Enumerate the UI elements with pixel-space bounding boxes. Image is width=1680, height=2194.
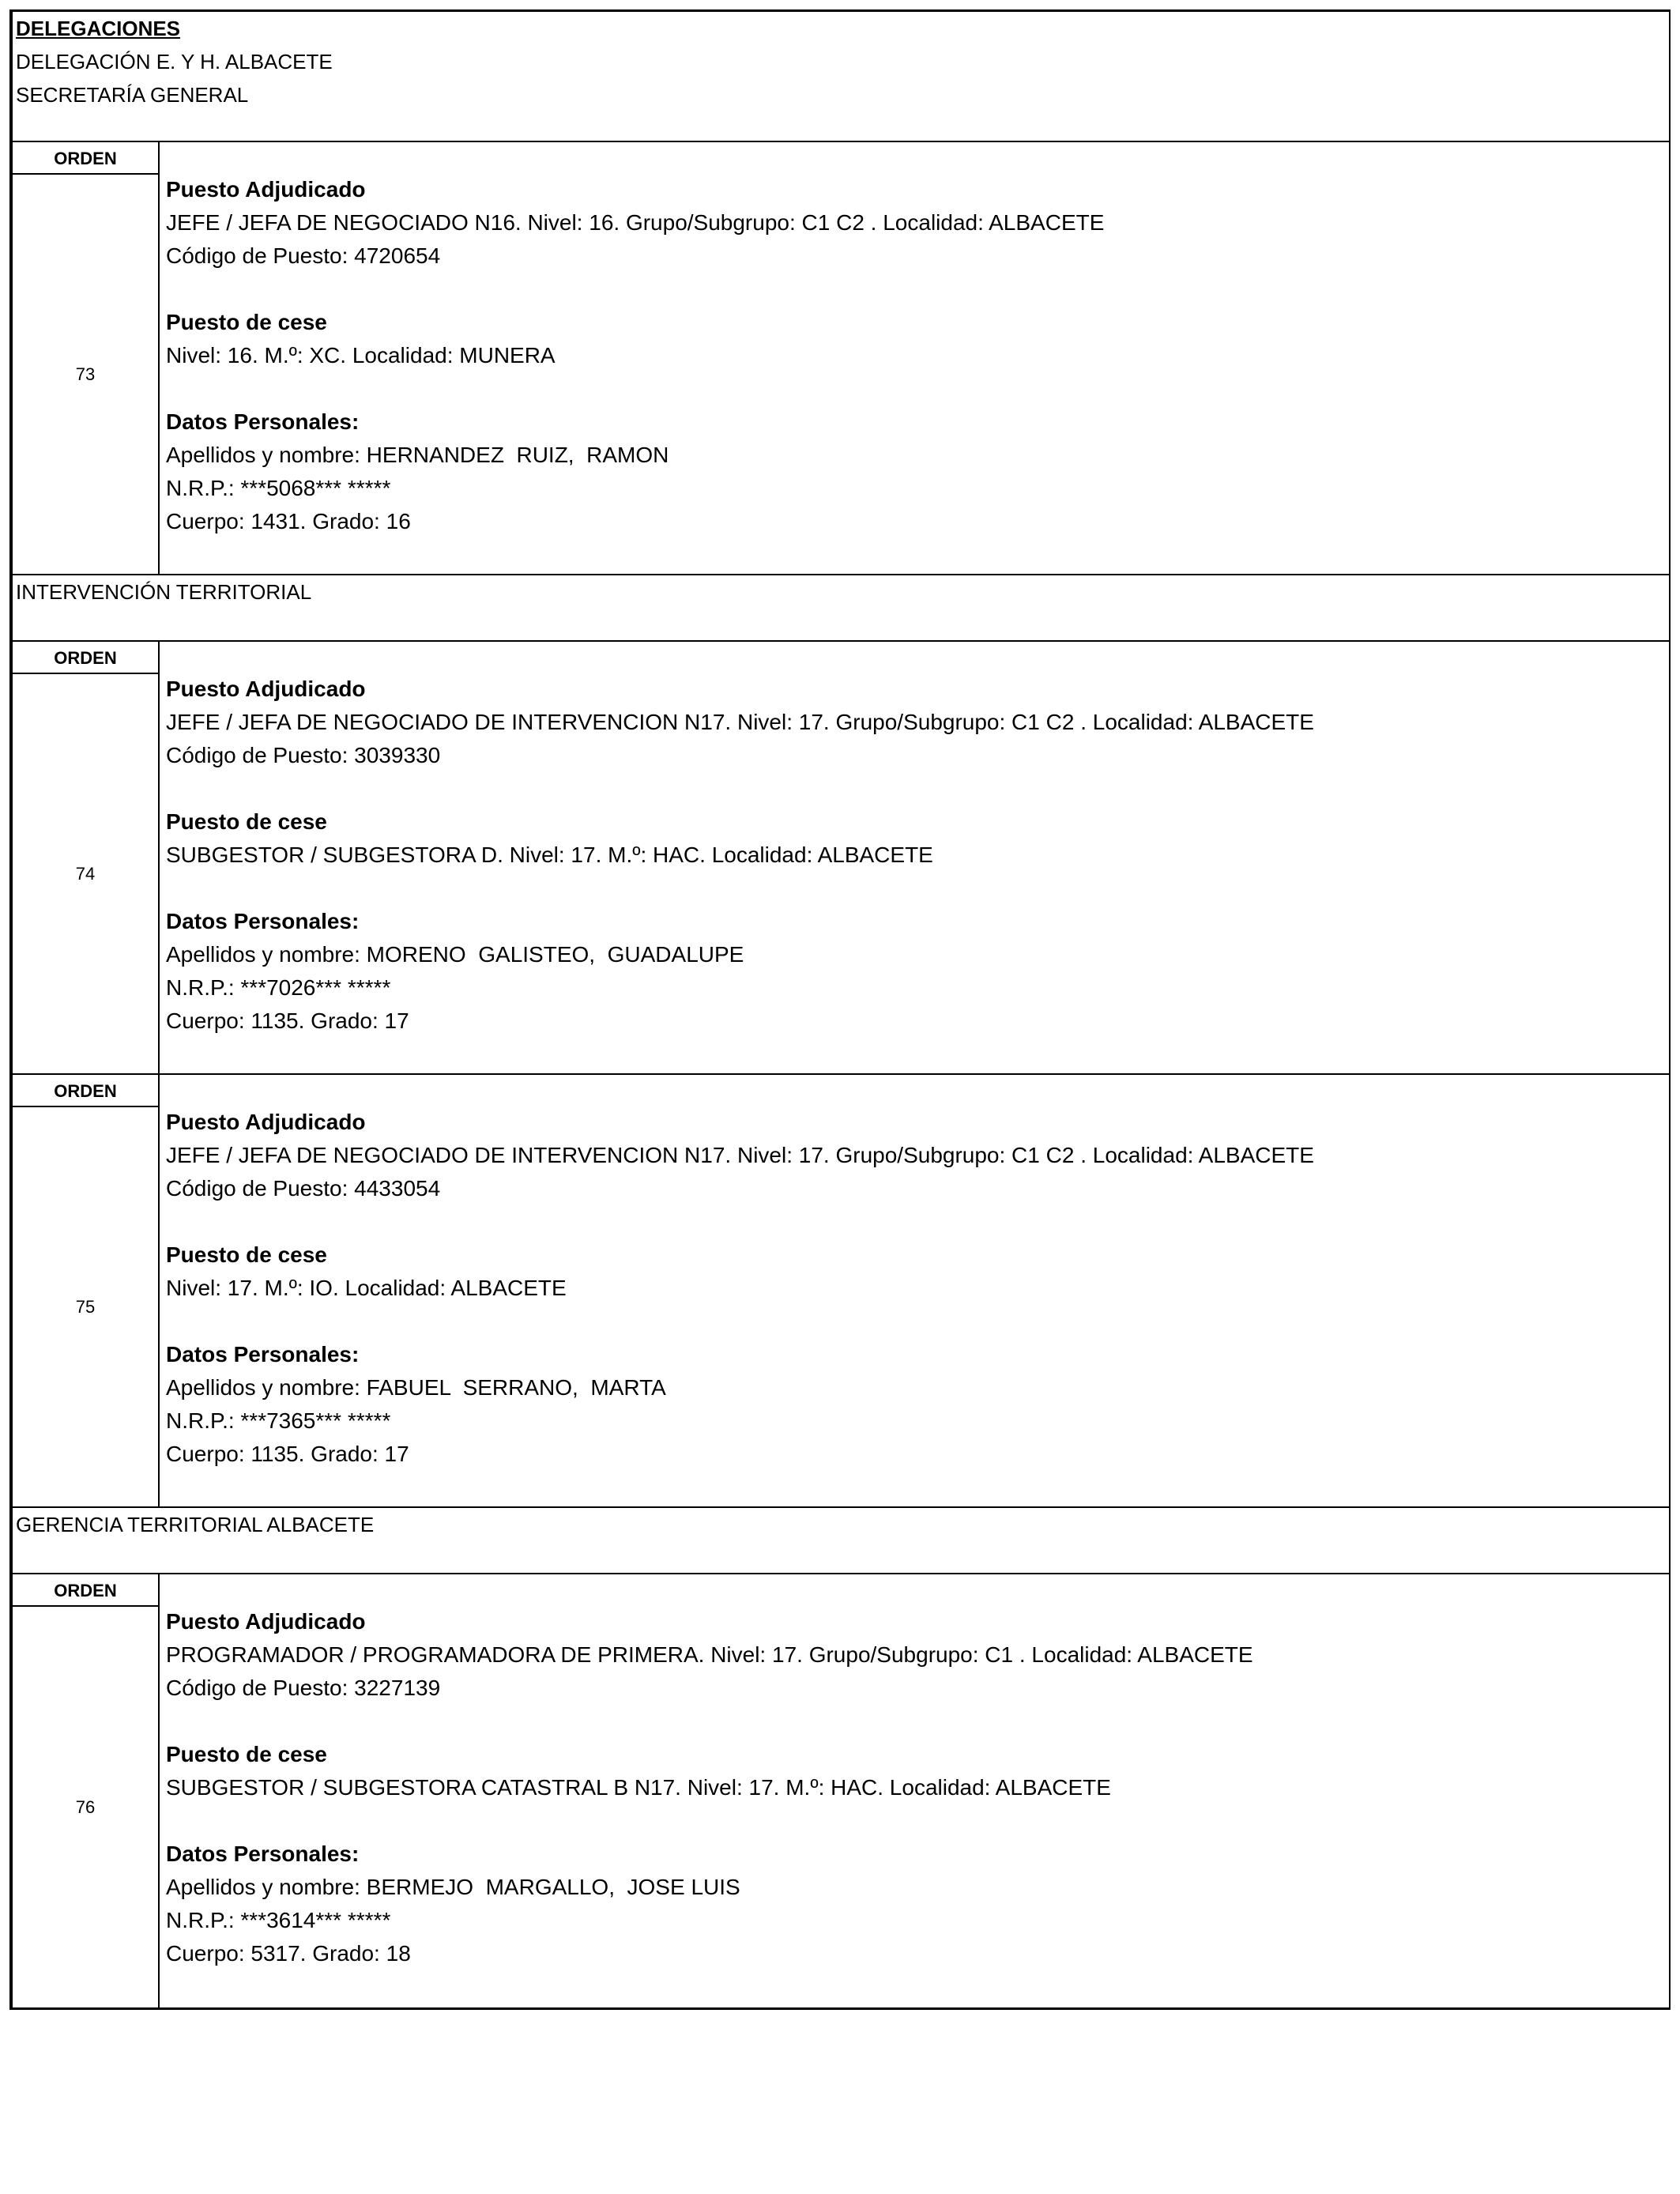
apellidos-nombre: Apellidos y nombre: BERMEJO MARGALLO, JOSE LUIS bbox=[166, 1875, 740, 1899]
entry-row bbox=[13, 1075, 1669, 1508]
entry-details bbox=[160, 142, 1669, 574]
codigo-puesto: Código de Puesto: 4433054 bbox=[166, 1176, 441, 1201]
document-table bbox=[9, 9, 1671, 2010]
orden-number: 74 bbox=[75, 863, 96, 884]
cuerpo-grado: Cuerpo: 1135. Grado: 17 bbox=[166, 1008, 409, 1033]
heading-puesto-cese: Puesto de cese bbox=[166, 809, 327, 834]
delegation-name: DELEGACIÓN E. Y H. ALBACETE bbox=[16, 50, 333, 74]
orden-column bbox=[13, 142, 160, 574]
heading-puesto-adjudicado: Puesto Adjudicado bbox=[166, 677, 366, 701]
heading-puesto-cese: Puesto de cese bbox=[166, 1242, 327, 1267]
nrp: N.R.P.: ***7365*** ***** bbox=[166, 1408, 391, 1433]
heading-datos-personales: Datos Personales: bbox=[166, 409, 360, 434]
puesto-adjudicado: JEFE / JEFA DE NEGOCIADO N16. Nivel: 16. Grupo/Subgrupo: C1 C2 . Localidad: ALBACETE bbox=[166, 210, 1105, 235]
apellidos-nombre: Apellidos y nombre: HERNANDEZ RUIZ, RAMON bbox=[166, 443, 669, 467]
orden-number: 73 bbox=[75, 364, 96, 384]
nrp: N.R.P.: ***3614*** ***** bbox=[166, 1908, 391, 1932]
codigo-puesto: Código de Puesto: 3039330 bbox=[166, 743, 441, 767]
heading-puesto-cese: Puesto de cese bbox=[166, 1742, 327, 1766]
puesto-adjudicado: PROGRAMADOR / PROGRAMADORA DE PRIMERA. Nivel: 17. Grupo/Subgrupo: C1 . Localidad: ALBACETE bbox=[166, 1642, 1253, 1667]
orden-column bbox=[13, 1574, 160, 2007]
heading-datos-personales: Datos Personales: bbox=[166, 1842, 360, 1866]
orden-label: ORDEN bbox=[13, 142, 158, 175]
heading-puesto-adjudicado: Puesto Adjudicado bbox=[166, 1609, 366, 1634]
heading-datos-personales: Datos Personales: bbox=[166, 909, 360, 933]
orden-label: ORDEN bbox=[13, 1574, 158, 1607]
entry-details bbox=[160, 642, 1669, 1073]
subheader-gerencia: GERENCIA TERRITORIAL ALBACETE bbox=[13, 1508, 1669, 1574]
puesto-adjudicado: JEFE / JEFA DE NEGOCIADO DE INTERVENCION N17. Nivel: 17. Grupo/Subgrupo: C1 C2 . Localidad: ALBACETE bbox=[166, 710, 1314, 734]
orden-column bbox=[13, 642, 160, 1073]
cuerpo-grado: Cuerpo: 1431. Grado: 16 bbox=[166, 509, 411, 533]
puesto-cese: SUBGESTOR / SUBGESTORA CATASTRAL B N17. Nivel: 17. M.º: HAC. Localidad: ALBACETE bbox=[166, 1775, 1111, 1800]
codigo-puesto: Código de Puesto: 4720654 bbox=[166, 243, 441, 268]
codigo-puesto: Código de Puesto: 3227139 bbox=[166, 1676, 441, 1700]
entry-row bbox=[13, 1574, 1669, 2007]
subheader-intervencion: INTERVENCIÓN TERRITORIAL bbox=[13, 575, 1669, 642]
heading-datos-personales: Datos Personales: bbox=[166, 1342, 360, 1367]
entry-row bbox=[13, 642, 1669, 1075]
department-name: SECRETARÍA GENERAL bbox=[16, 83, 249, 107]
entry-details bbox=[160, 1075, 1669, 1506]
puesto-cese: Nivel: 17. M.º: IO. Localidad: ALBACETE bbox=[166, 1276, 567, 1300]
apellidos-nombre: Apellidos y nombre: FABUEL SERRANO, MARTA bbox=[166, 1375, 666, 1400]
heading-puesto-adjudicado: Puesto Adjudicado bbox=[166, 177, 366, 202]
orden-number: 75 bbox=[75, 1296, 96, 1317]
apellidos-nombre: Apellidos y nombre: MORENO GALISTEO, GUADALUPE bbox=[166, 942, 744, 967]
heading-puesto-adjudicado: Puesto Adjudicado bbox=[166, 1110, 366, 1134]
entry-row bbox=[13, 142, 1669, 575]
heading-puesto-cese: Puesto de cese bbox=[166, 310, 327, 334]
orden-number: 76 bbox=[75, 1796, 96, 1817]
puesto-cese: SUBGESTOR / SUBGESTORA D. Nivel: 17. M.º: HAC. Localidad: ALBACETE bbox=[166, 843, 933, 867]
cuerpo-grado: Cuerpo: 5317. Grado: 18 bbox=[166, 1941, 411, 1966]
orden-label: ORDEN bbox=[13, 1075, 158, 1107]
orden-label: ORDEN bbox=[13, 642, 158, 674]
document-title: DELEGACIONES bbox=[16, 17, 181, 40]
entry-details bbox=[160, 1574, 1669, 2007]
puesto-adjudicado: JEFE / JEFA DE NEGOCIADO DE INTERVENCION N17. Nivel: 17. Grupo/Subgrupo: C1 C2 . Localidad: ALBACETE bbox=[166, 1143, 1314, 1167]
header-section bbox=[13, 12, 1669, 142]
nrp: N.R.P.: ***5068*** ***** bbox=[166, 476, 391, 500]
cuerpo-grado: Cuerpo: 1135. Grado: 17 bbox=[166, 1442, 409, 1466]
orden-column bbox=[13, 1075, 160, 1506]
nrp: N.R.P.: ***7026*** ***** bbox=[166, 975, 391, 1000]
puesto-cese: Nivel: 16. M.º: XC. Localidad: MUNERA bbox=[166, 343, 556, 368]
